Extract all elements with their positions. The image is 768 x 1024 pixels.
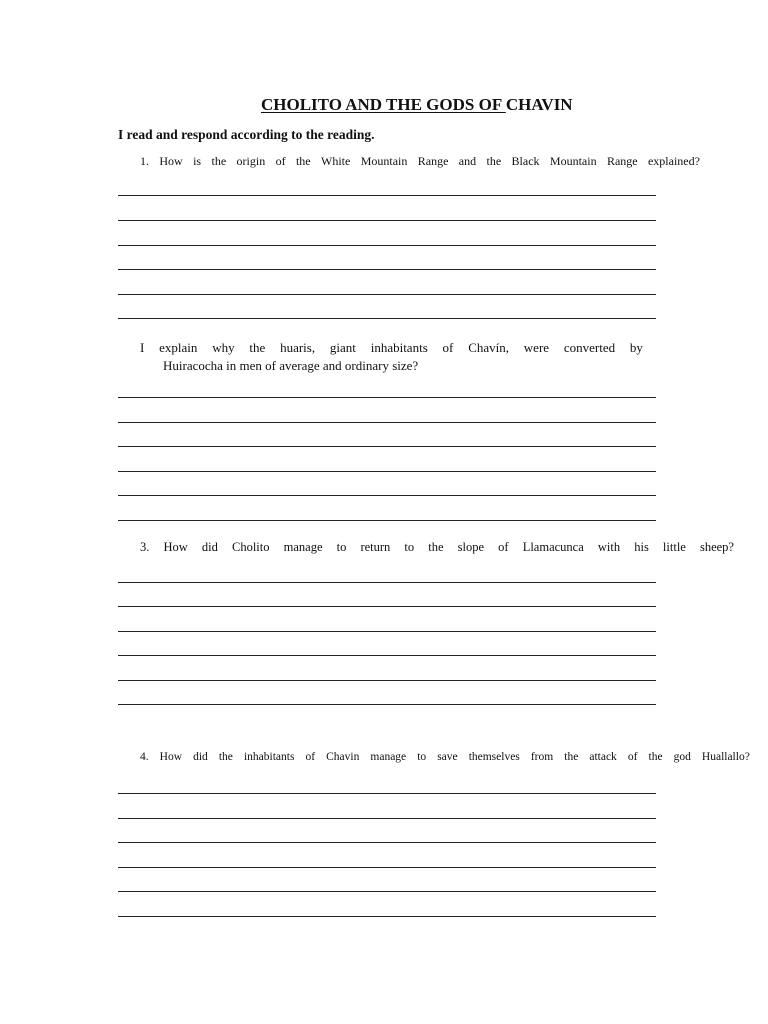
question-word: 4.: [140, 751, 149, 763]
answer-line[interactable]: [118, 195, 656, 196]
question-word: inhabitants: [370, 340, 428, 355]
question-word: the: [218, 751, 233, 763]
answer-line[interactable]: [118, 495, 656, 496]
title-underlined-part: CHOLITO AND THE GODS OF: [261, 95, 506, 114]
question-word: of: [442, 340, 454, 355]
answer-line[interactable]: [118, 916, 656, 917]
answer-line[interactable]: [118, 891, 656, 892]
question-word: of: [305, 751, 316, 763]
question-1: [140, 154, 700, 169]
question-word: Mountain: [549, 154, 597, 168]
question-word: of: [627, 751, 638, 763]
question-word: is: [193, 154, 202, 168]
question-word: little: [662, 540, 686, 554]
question-2-line-2: Huiracocha in men of average and ordinary size?: [163, 358, 419, 373]
answer-line[interactable]: [118, 520, 656, 521]
question-word: to: [417, 751, 427, 763]
question-word: his: [634, 540, 649, 554]
question-word: White: [321, 154, 351, 168]
answer-line[interactable]: [118, 606, 656, 607]
question-word: of: [275, 154, 286, 168]
question-word: did: [193, 751, 208, 763]
question-word: Huallallo?: [701, 751, 750, 763]
question-word: sheep?: [699, 540, 734, 554]
question-word: return: [360, 540, 391, 554]
question-word: from: [530, 751, 554, 763]
answer-line[interactable]: [118, 446, 656, 447]
answer-line[interactable]: [118, 220, 656, 221]
question-word: I: [140, 340, 145, 355]
question-word: inhabitants: [243, 751, 295, 763]
question-word: How: [159, 751, 183, 763]
answer-line[interactable]: [118, 680, 656, 681]
question-word: Mountain: [360, 154, 408, 168]
question-word: the: [428, 540, 444, 554]
question-word: origin: [236, 154, 266, 168]
question-word: to: [336, 540, 347, 554]
worksheet-title: [261, 95, 573, 115]
question-word: and: [458, 154, 477, 168]
answer-line[interactable]: [118, 318, 656, 319]
answer-line[interactable]: [118, 793, 656, 794]
question-word: god: [673, 751, 691, 763]
question-word: the: [295, 154, 311, 168]
question-2: [140, 339, 643, 375]
question-word: themselves: [468, 751, 520, 763]
question-word: to: [404, 540, 415, 554]
answer-line[interactable]: [118, 422, 656, 423]
question-word: 3.: [140, 540, 150, 554]
question-word: the: [564, 751, 579, 763]
question-word: Range: [606, 154, 638, 168]
question-word: explain: [159, 340, 198, 355]
question-word: explained?: [647, 154, 700, 168]
question-word: Llamacunca: [522, 540, 584, 554]
question-word: the: [648, 751, 663, 763]
question-word: 1.: [140, 154, 149, 168]
question-word: How: [159, 154, 183, 168]
question-word: How: [163, 540, 188, 554]
question-word: Cholito: [232, 540, 270, 554]
question-word: Chavín,: [468, 340, 509, 355]
answer-line[interactable]: [118, 867, 656, 868]
question-word: giant: [329, 340, 356, 355]
question-word: why: [212, 340, 235, 355]
question-word: of: [498, 540, 509, 554]
question-word: attack: [589, 751, 617, 763]
question-word: the: [211, 154, 227, 168]
answer-line[interactable]: [118, 818, 656, 819]
question-word: manage: [370, 751, 407, 763]
answer-line[interactable]: [118, 655, 656, 656]
title-rest: CHAVIN: [505, 95, 573, 114]
answer-line[interactable]: [118, 704, 656, 705]
question-word: converted: [563, 340, 616, 355]
question-word: the: [486, 154, 502, 168]
answer-line[interactable]: [118, 294, 656, 295]
question-word: Range: [417, 154, 449, 168]
question-word: Chavin: [326, 751, 360, 763]
answer-line[interactable]: [118, 631, 656, 632]
question-word: manage: [283, 540, 323, 554]
answer-line[interactable]: [118, 471, 656, 472]
question-3: [140, 540, 734, 555]
question-word: with: [597, 540, 621, 554]
question-word: save: [437, 751, 458, 763]
answer-line[interactable]: [118, 245, 656, 246]
question-word: the: [249, 340, 266, 355]
answer-line[interactable]: [118, 582, 656, 583]
answer-line[interactable]: [118, 842, 656, 843]
question-2-line-1: [140, 339, 643, 357]
question-word: were: [523, 340, 550, 355]
answer-line[interactable]: [118, 397, 656, 398]
question-word: by: [629, 340, 643, 355]
answer-line[interactable]: [118, 269, 656, 270]
instruction-text: I read and respond according to the reading.: [118, 127, 375, 142]
question-word: slope: [457, 540, 485, 554]
question-word: Black: [511, 154, 540, 168]
question-4: [140, 751, 750, 763]
question-word: did: [201, 540, 218, 554]
question-word: huaris,: [280, 340, 316, 355]
